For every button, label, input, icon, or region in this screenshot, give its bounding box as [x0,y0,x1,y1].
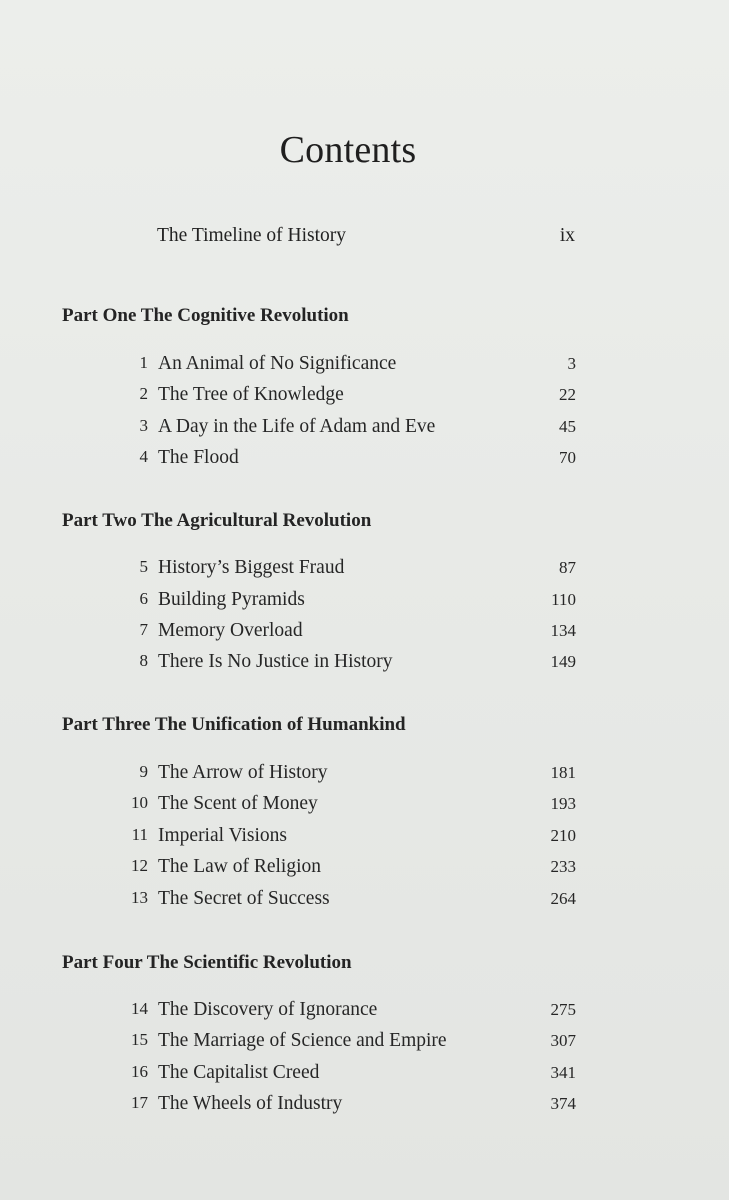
chapter-page-number: 374 [550,1094,576,1113]
chapter-title: The Wheels of Industry [158,1093,343,1114]
chapter-page-number: 149 [550,652,576,671]
chapter-title: Memory Overload [158,620,303,641]
chapter-page-number: 264 [550,889,576,908]
timeline-page-number: ix [559,225,575,246]
chapter-number: 4 [139,447,148,466]
chapter-entry[interactable] [110,353,576,381]
chapter-title: Imperial Visions [158,825,287,846]
chapter-title: The Capitalist Creed [158,1062,320,1083]
chapter-title: The Scent of Money [158,793,318,814]
part-heading[interactable]: Part Two The Agricultural Revolution [62,510,372,531]
chapter-number: 14 [131,999,148,1018]
chapter-number: 16 [131,1062,148,1081]
chapter-entry[interactable] [110,620,576,648]
chapter-entry[interactable] [110,1093,576,1121]
chapter-number: 1 [139,353,148,372]
chapter-entry[interactable] [110,416,576,444]
chapter-page-number: 22 [559,385,576,404]
chapter-number: 8 [139,651,148,670]
chapter-title: The Discovery of Ignorance [158,999,378,1020]
chapter-number: 15 [131,1030,148,1049]
chapter-page-number: 134 [550,621,576,640]
chapter-number: 10 [131,793,148,812]
chapter-entry[interactable] [110,384,576,412]
chapter-number: 13 [131,888,148,907]
chapter-page-number: 45 [559,417,576,436]
chapter-entry[interactable] [110,557,576,585]
chapter-entry[interactable] [110,1062,576,1090]
chapter-number: 11 [131,825,148,844]
chapter-title: The Secret of Success [158,888,330,909]
chapter-number: 5 [139,557,148,576]
chapter-page-number: 341 [550,1063,576,1082]
chapter-page-number: 275 [550,1000,576,1019]
chapter-entry[interactable] [110,793,576,821]
chapter-title: Building Pyramids [158,589,305,610]
chapter-title: There Is No Justice in History [158,651,393,672]
part-heading[interactable]: Part Four The Scientific Revolution [62,952,352,973]
chapter-number: 7 [139,620,148,639]
chapter-title: History’s Biggest Fraud [158,557,345,578]
chapter-entry[interactable] [110,589,576,617]
chapter-page-number: 3 [567,354,576,373]
chapter-title: The Law of Religion [158,856,321,877]
chapter-page-number: 307 [550,1031,576,1050]
chapter-entry[interactable] [110,825,576,853]
chapter-title: An Animal of No Significance [158,353,397,374]
chapter-entry[interactable] [110,447,576,475]
chapter-title: The Arrow of History [158,762,328,783]
chapter-number: 3 [139,416,148,435]
chapter-number: 17 [131,1093,148,1112]
chapter-page-number: 181 [550,763,576,782]
chapter-page-number: 110 [551,590,576,609]
timeline-entry[interactable] [157,225,575,247]
page-title: Contents [279,129,417,171]
chapter-number: 9 [139,762,148,781]
part-heading[interactable]: Part Three The Unification of Humankind [62,714,406,735]
chapter-number: 6 [139,589,148,608]
chapter-page-number: 70 [559,448,576,467]
chapter-entry[interactable] [110,1030,576,1058]
chapter-entry[interactable] [110,762,576,790]
chapter-title: A Day in the Life of Adam and Eve [158,416,436,437]
chapter-entry[interactable] [110,651,576,679]
chapter-entry[interactable] [110,888,576,916]
chapter-page-number: 210 [550,826,576,845]
chapter-entry[interactable] [110,856,576,884]
chapter-title: The Flood [158,447,239,468]
timeline-label: The Timeline of History [157,225,347,246]
chapter-entry[interactable] [110,999,576,1027]
chapter-number: 2 [139,384,148,403]
chapter-title: The Marriage of Science and Empire [158,1030,447,1051]
chapter-page-number: 233 [550,857,576,876]
chapter-number: 12 [131,856,148,875]
chapter-page-number: 193 [550,794,576,813]
chapter-page-number: 87 [559,558,576,577]
part-heading[interactable]: Part One The Cognitive Revolution [62,305,349,326]
chapter-title: The Tree of Knowledge [158,384,344,405]
